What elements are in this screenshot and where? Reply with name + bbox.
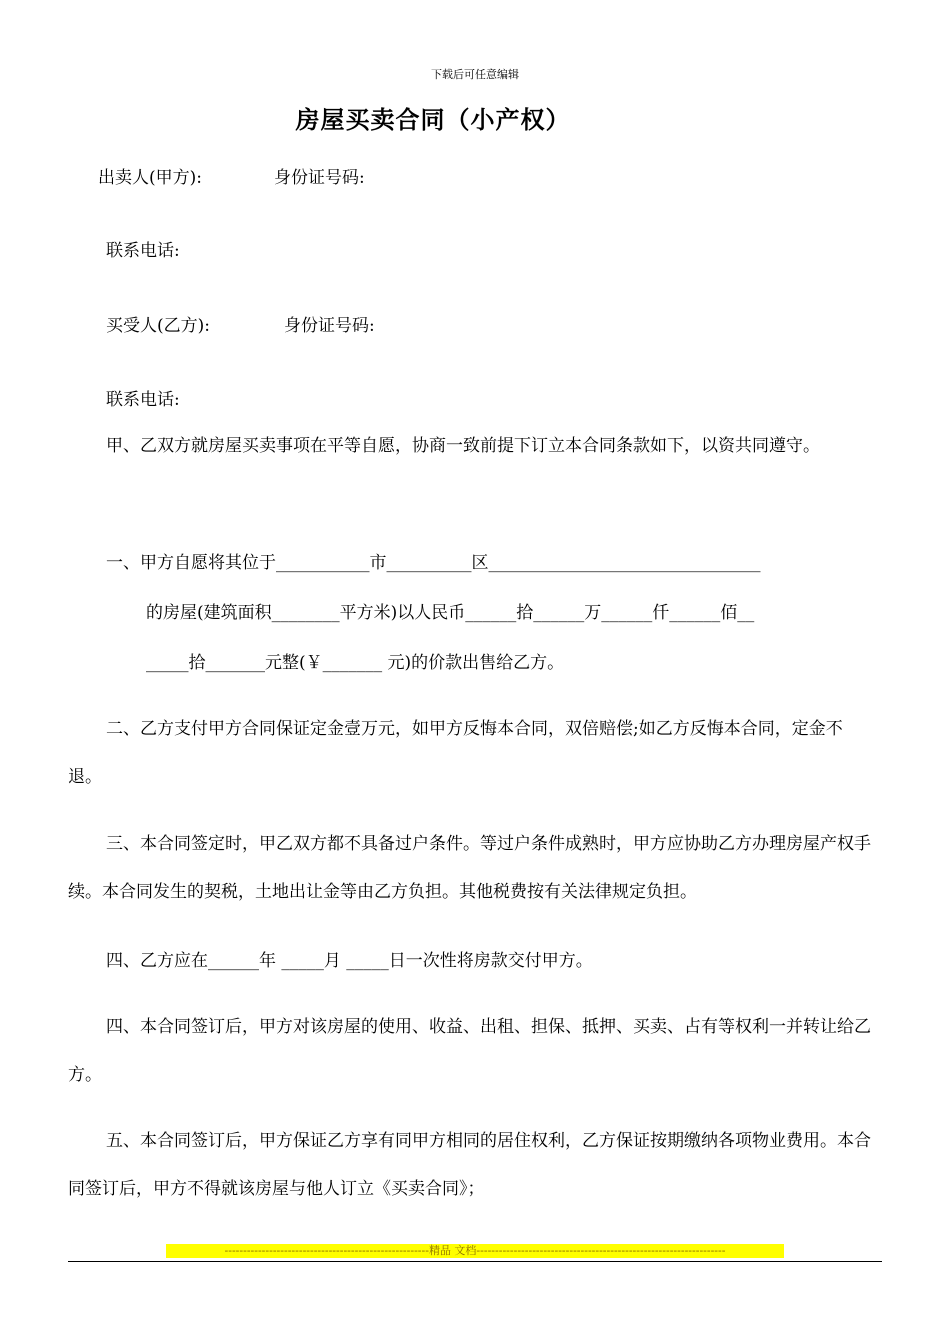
intro-paragraph: 甲、乙双方就房屋买卖事项在平等自愿，协商一致前提下订立本合同条款如下，以资共同遵守。 [106, 436, 820, 456]
clause-4a: 四、乙方应在______年 _____月 _____日一次性将房款交付甲方。 [106, 951, 593, 971]
clause-5: 五、本合同签订后，甲方保证乙方享有同甲方相同的居住权利，乙方保证按期缴纳各项物业费用。本合同签订后，甲方不得就该房屋与他人订立《买卖合同》； [68, 1131, 871, 1199]
clause-2: 二、乙方支付甲方合同保证定金壹万元，如甲方反悔本合同，双倍赔偿;如乙方反悔本合同，定金不退。 [68, 719, 843, 787]
clause-1-line-2: 的房屋(建筑面积________平方米)以人民币______拾______万______仟______佰__ [146, 603, 755, 623]
seller-id-label: 身份证号码: [274, 168, 365, 188]
clause-1-line-3: _____拾_______元整(￥_______ 元)的价款出售给乙方。 [146, 653, 565, 673]
buyer-id-label: 身份证号码: [284, 316, 375, 336]
seller-phone-label: 联系电话: [106, 241, 180, 261]
header-note: 下载后可任意编辑 [431, 68, 519, 81]
buyer-label: 买受人(乙方): [106, 316, 210, 336]
footer-watermark: -------------------------------------------------------精品 文档------------------------------------------------------------------- [166, 1244, 784, 1258]
seller-label: 出卖人(甲方): [98, 168, 202, 188]
clause-1-line-1: 一、甲方自愿将其位于___________市__________区________________________________ [106, 553, 761, 573]
footer-rule [68, 1261, 882, 1262]
clause-4b: 四、本合同签订后，甲方对该房屋的使用、收益、出租、担保、抵押、买卖、占有等权利一并转让给乙方。 [68, 1017, 871, 1085]
buyer-phone-label: 联系电话: [106, 390, 180, 410]
clause-3: 三、本合同签定时，甲乙双方都不具备过户条件。等过户条件成熟时，甲方应协助乙方办理房屋产权手续。本合同发生的契税，土地出让金等由乙方负担。其他税费按有关法律规定负担。 [68, 834, 871, 902]
contract-title: 房屋买卖合同（小产权） [295, 105, 571, 134]
